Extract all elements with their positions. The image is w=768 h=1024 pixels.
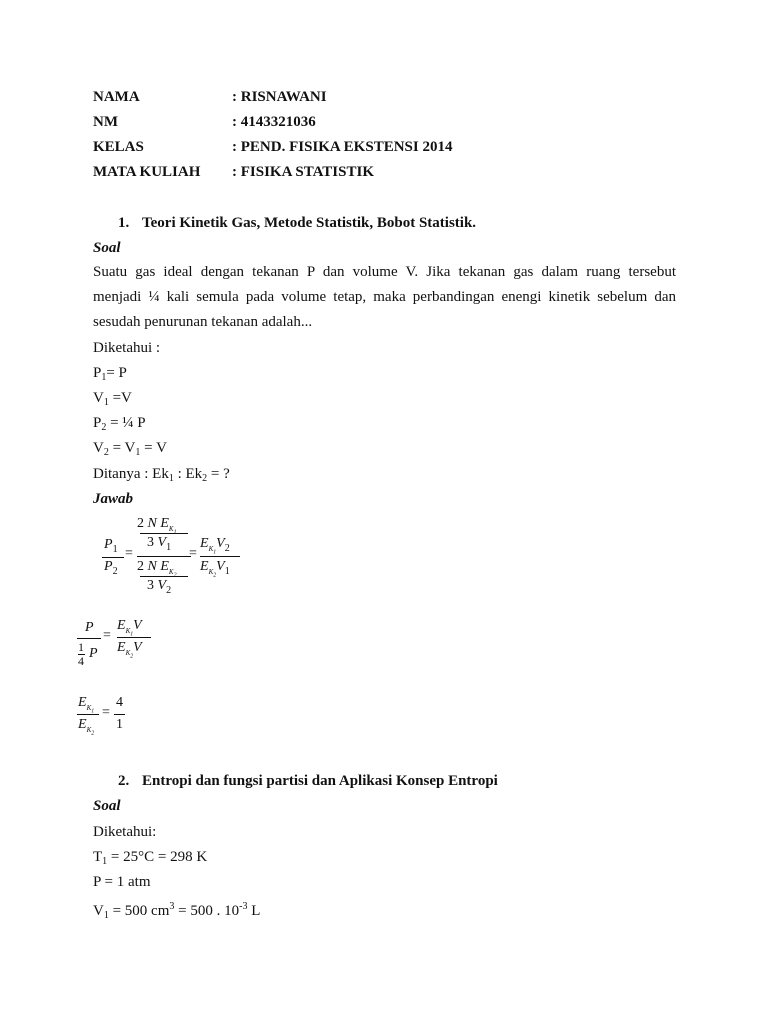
given-v1-value: =V	[108, 390, 132, 406]
nama-value: : RISNAWANI	[232, 89, 327, 105]
section1-problem-text	[93, 260, 676, 335]
problem-line: sesudah penurunan tekanan adalah...	[93, 314, 313, 330]
given-p1-symbol: P	[93, 365, 102, 381]
given-p1	[93, 363, 127, 388]
ditanya-line	[93, 464, 230, 489]
given-volume-unit: L	[247, 903, 261, 919]
mata-kuliah-label: MATA KULIAH	[93, 164, 201, 180]
section1-soal-label: Soal	[93, 240, 121, 256]
given-v2-symbol: V	[93, 440, 104, 456]
problem-line: menjadi ¼ kali semula pada volume tetap, maka perbandingan enengi kinetik sebelum dan	[93, 289, 676, 305]
section1-title: Teori Kinetik Gas, Metode Statistik, Bobot Statistik.	[142, 215, 477, 231]
equation-pressure-ratio: $P_1$ $P_2$ = 2 N $E_K$ 3 $V_1$ 2 N $E_K$ 3 $V_2$ = $E_{K_1}V_2$ $E_{K_2}V_1$	[100, 512, 260, 602]
given-volume	[93, 897, 260, 926]
equation-result: $E_{K_1}$ $E_{K_2}$ = 4 1	[78, 695, 123, 737]
section2-title: Entropi dan fungsi partisi dan Aplikasi Konsep Entropi	[142, 773, 498, 789]
given-t1-subscript: 1	[102, 856, 108, 867]
nm-label: NM	[93, 114, 118, 130]
ditanya-sub1: 1	[168, 473, 174, 484]
section2-number: 2.	[118, 773, 130, 789]
given-pressure: P = 1 atm	[93, 874, 151, 890]
ditanya-mid: : Ek	[173, 466, 203, 482]
kelas-label: KELAS	[93, 139, 144, 155]
given-p2-symbol: P	[93, 415, 102, 431]
equation-substituted: P 1 4 P = $E_{K_1}V$ $E_{K_2}V$	[76, 616, 166, 671]
ditanya-rhs: = ?	[207, 466, 230, 482]
nm-value: : 4143321036	[232, 114, 316, 130]
nama-label: NAMA	[93, 89, 140, 105]
diketahui-label: Diketahui :	[93, 340, 161, 356]
given-p1-value: = P	[106, 365, 127, 381]
given-v2-equals-v: = V	[108, 440, 136, 456]
given-volume-mult: = 500 . 10	[174, 903, 240, 919]
kelas-value: : PEND. FISIKA EKSTENSI 2014	[232, 139, 453, 155]
ditanya-prefix: Ditanya : Ek	[93, 466, 169, 482]
given-v1-symbol: V	[93, 390, 104, 406]
given-t1-symbol: T	[93, 849, 103, 865]
given-t1-value: = 25°C = 298 K	[107, 849, 208, 865]
given-volume-exponent-2: -3	[239, 901, 248, 912]
section2-soal-label: Soal	[93, 798, 121, 814]
jawab-label: Jawab	[93, 491, 134, 507]
mata-kuliah-value: : FISIKA STATISTIK	[232, 164, 374, 180]
ditanya-sub2: 2	[202, 473, 208, 484]
given-p2	[93, 413, 146, 438]
given-volume-symbol: V	[93, 903, 104, 919]
given-p1-subscript: 1	[101, 372, 107, 383]
given-volume-subscript: 1	[103, 910, 109, 921]
given-t1	[93, 847, 207, 872]
given-v2	[93, 438, 167, 463]
given-v1-subscript: 1	[103, 397, 109, 408]
section2-diketahui-label: Diketahui:	[93, 824, 157, 840]
given-volume-exponent: 3	[169, 901, 175, 912]
given-v2-subscript-2: 1	[135, 447, 141, 458]
problem-line: Suatu gas ideal dengan tekanan P dan volume V. Jika tekanan gas dalam ruang tersebut	[93, 264, 676, 280]
given-v1	[93, 388, 132, 413]
given-volume-cm: = 500 cm	[108, 903, 170, 919]
given-p2-subscript: 2	[101, 422, 107, 433]
given-p2-value: = ¼ P	[106, 415, 146, 431]
section1-number: 1.	[118, 215, 130, 231]
given-v2-value: = V	[140, 440, 167, 456]
given-v2-subscript: 2	[103, 447, 109, 458]
